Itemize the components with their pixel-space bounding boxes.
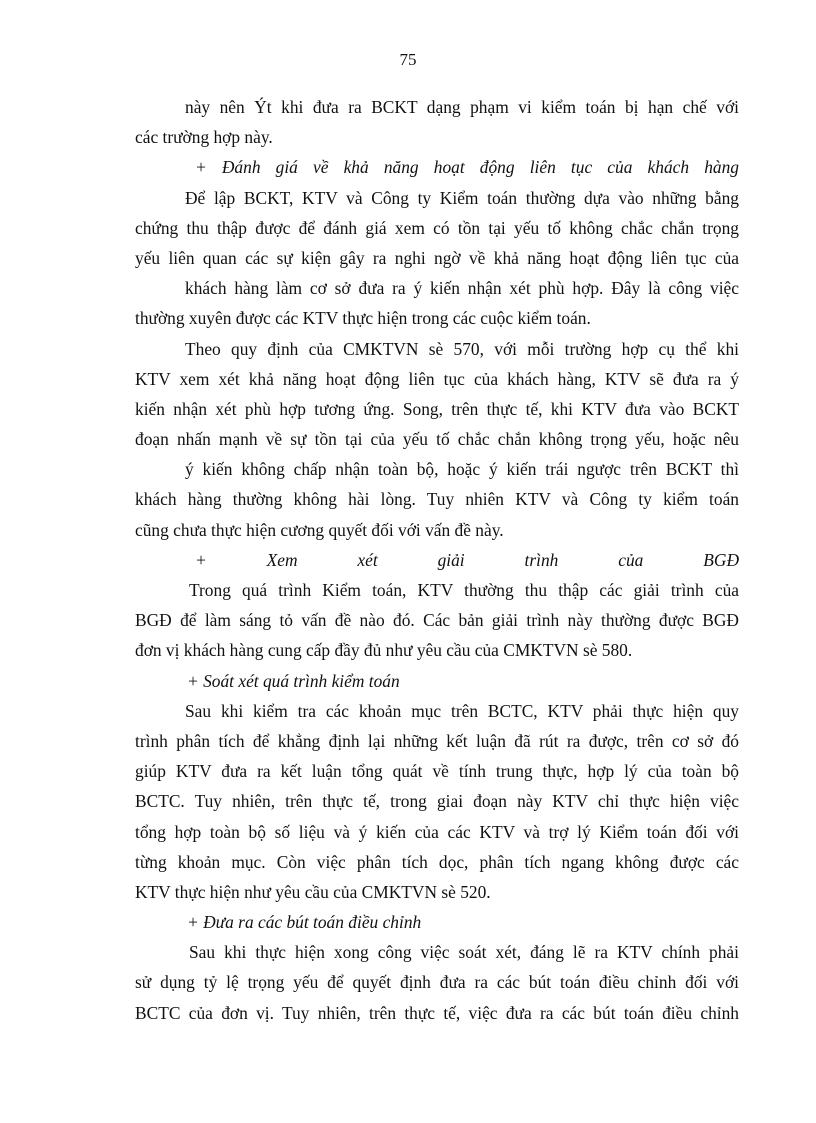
text-line: Theo quy định của CMKTVN sè 570, với mỗi trường hợp cụ thể khi xyxy=(185,338,739,359)
text-line: BGĐ để làm sáng tỏ vấn đề nào đó. Các bản giải trình này thường được BGĐ xyxy=(135,610,739,631)
text-line: Sau khi kiểm tra các khoản mục trên BCTC, KTV phải thực hiện quy xyxy=(185,700,739,721)
page-number: 75 xyxy=(399,50,417,69)
text-line: ý kiến không chấp nhận toàn bộ, hoặc ý kiến trái ngược trên BCKT thì xyxy=(185,459,739,480)
text-line: KTV thực hiện như yêu cầu của CMKTVN sè 520. xyxy=(135,881,491,902)
text-line: tổng hợp toàn bộ số liệu và ý kiến của các KTV và trợ lý Kiểm toán đối với xyxy=(135,821,739,842)
text-line: cũng chưa thực hiện cương quyết đối với vấn đề này. xyxy=(135,519,504,540)
section-heading: + Đưa ra các bút toán điều chỉnh xyxy=(187,912,422,933)
text-line: kiến nhận xét phù hợp tương ứng. Song, trên thực tế, khi KTV đưa vào BCKT xyxy=(135,398,739,419)
section-heading: + Đánh giá về khả năng hoạt động liên tục của khách hàng xyxy=(195,157,739,178)
text-line: giúp KTV đưa ra kết luận tổng quát về tính trung thực, hợp lý của toàn bộ xyxy=(135,761,739,782)
text-line: khách hàng làm cơ sở đưa ra ý kiến nhận xét phù hợp. Đây là công việc xyxy=(185,278,739,299)
text-line: đoạn nhấn mạnh về sự tồn tại của yếu tố chắc chắn không trọng yếu, hoặc nêu xyxy=(135,429,739,450)
text-line: Sau khi thực hiện xong công việc soát xét, đáng lẽ ra KTV chính phải xyxy=(189,942,739,963)
text-line: BCTC. Tuy nhiên, trên thực tế, trong giai đoạn này KTV chỉ thực hiện việc xyxy=(135,791,739,812)
text-line: đơn vị khách hàng cung cấp đầy đủ như yêu cầu của CMKTVN sè 580. xyxy=(135,640,633,661)
text-line: KTV xem xét khả năng hoạt động liên tục của khách hàng, KTV sẽ đưa ra ý xyxy=(135,368,739,389)
text-line: Để lập BCKT, KTV và Công ty Kiểm toán thường dựa vào những bằng xyxy=(185,187,739,208)
text-line: chứng thu thập được để đánh giá xem có tồn tại yếu tố không chắc chắn trọng xyxy=(135,217,739,238)
section-heading: + Soát xét quá trình kiểm toán xyxy=(187,670,400,691)
text-line: Trong quá trình Kiểm toán, KTV thường thu thập các giải trình của xyxy=(189,580,739,600)
document-body xyxy=(135,92,739,1028)
text-line: từng khoản mục. Còn việc phân tích dọc, phân tích ngang không được các xyxy=(135,851,739,872)
section-heading: + Xem xét giải trình của BGĐ xyxy=(195,549,739,570)
text-line: trình phân tích để khẳng định lại những kết luận đã rút ra được, trên cơ sở đó xyxy=(135,730,739,751)
text-line: thường xuyên được các KTV thực hiện trong các cuộc kiểm toán. xyxy=(135,308,591,329)
text-line: yếu liên quan các sự kiện gây ra nghi ngờ về khả năng hoạt động liên tục của xyxy=(135,247,739,268)
text-line: BCTC của đơn vị. Tuy nhiên, trên thực tế, việc đưa ra các bút toán điều chỉnh xyxy=(135,1002,739,1023)
text-line: này nên Ýt khi đưa ra BCKT dạng phạm vi kiểm toán bị hạn chế với xyxy=(185,97,739,117)
text-line: khách hàng thường không hài lòng. Tuy nhiên KTV và Công ty kiểm toán xyxy=(135,489,739,510)
text-line: các trường hợp này. xyxy=(135,127,273,148)
text-line: sử dụng tỷ lệ trọng yếu để quyết định đưa ra các bút toán điều chỉnh đối với xyxy=(135,972,739,993)
